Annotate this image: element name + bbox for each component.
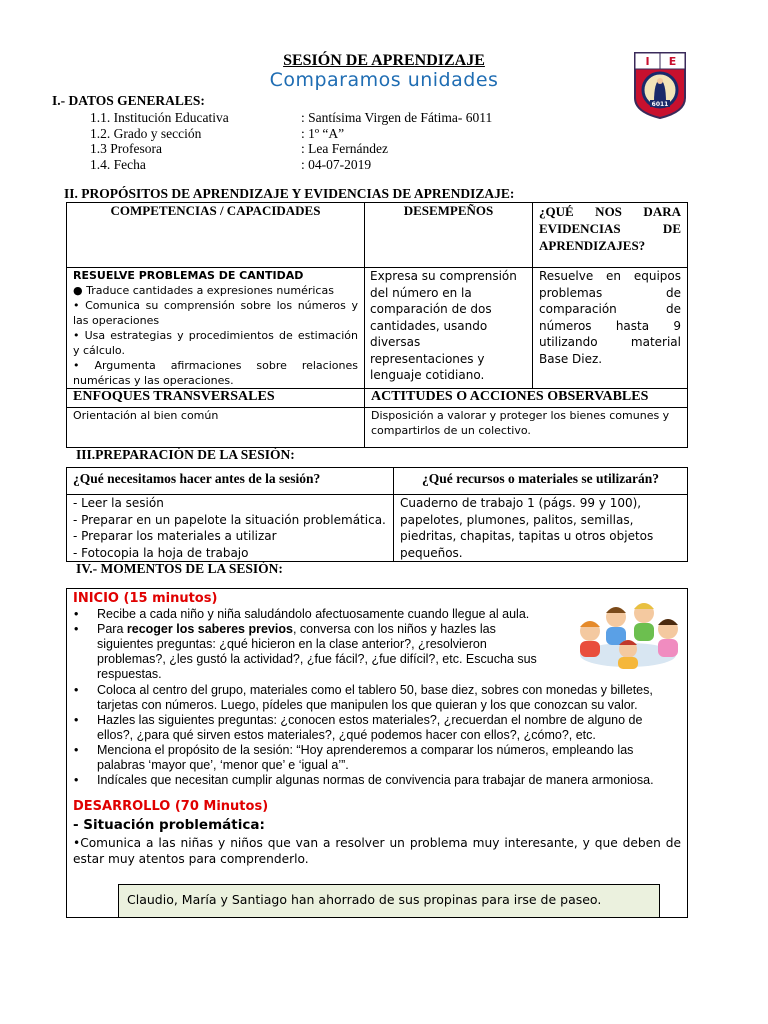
preparacion-table: [66, 467, 688, 562]
evidencia-cell: Resuelve en equipos problemas de comparación de números hasta 9 utilizando material Base Diez.: [533, 268, 688, 389]
situacion-label: - Situación problemática:: [73, 817, 265, 833]
datos-value: : 1º “A”: [301, 126, 345, 141]
actitud-cell: Disposición a valorar y proteger los bienes comunes y compartirlos de un colectivo.: [365, 408, 688, 448]
desempeno-cell: Expresa su comprensión del número en la comparación de dos cantidades, usando diversas representaciones y lenguaje cotidiano.: [365, 268, 533, 389]
logo-number: 6011: [651, 101, 669, 108]
inicio-list-cont: [67, 683, 681, 788]
datos-label: 1.2. Grado y sección: [90, 126, 202, 141]
capacidad-item: • Usa estrategias y procedimientos de estimación y cálculo.: [73, 329, 358, 357]
competencia-title: RESUELVE PROBLEMAS DE CANTIDAD: [73, 269, 304, 282]
antes-item: - Preparar en un papelote la situación problemática.: [73, 512, 386, 527]
momentos-heading: IV.- MOMENTOS DE LA SESIÓN:: [76, 561, 283, 576]
actitudes-label: ACTITUDES O ACCIONES OBSERVABLES: [365, 389, 688, 408]
enfoque-cell: Orientación al bien común: [67, 408, 365, 448]
datos-label: 1.4. Fecha: [90, 157, 146, 172]
capacidad-item: • Argumenta afirmaciones sobre relaciones numéricas y las operaciones.: [73, 359, 358, 387]
situacion-text: •Comunica a las niñas y niños que van a resolver un problema muy interesante, y que deben de estar muy atentos para comprenderlo.: [73, 836, 681, 866]
enfoques-label: ENFOQUES TRANSVERSALES: [67, 389, 365, 408]
children-illustration: [572, 593, 684, 673]
datos-label: 1.1. Institución Educativa: [90, 110, 229, 125]
preparacion-heading: III.PREPARACIÓN DE LA SESIÓN:: [76, 447, 295, 462]
materiales-cell: Cuaderno de trabajo 1 (págs. 99 y 100), papelotes, plumones, palitos, semillas, piedritas, chapitas, tapitas u otros objetos pequeños.: [394, 495, 688, 562]
momentos-box: [66, 588, 688, 918]
col-materiales: ¿Qué recursos o materiales se utilizarán?: [394, 468, 688, 495]
capacidad-item: ● Traduce cantidades a expresiones numéricas: [73, 284, 334, 297]
col-desempenos: DESEMPEÑOS: [365, 203, 533, 268]
datos-label: 1.3 Profesora: [90, 141, 162, 156]
logo-letter-i: I: [645, 55, 650, 68]
capacidad-item: • Comunica su comprensión sobre los números y las operaciones: [73, 299, 358, 327]
datos-value: : Santísima Virgen de Fátima- 6011: [301, 110, 493, 125]
inicio-list: [67, 607, 547, 682]
inicio-item: • Coloca al centro del grupo, materiales como el tablero 50, base diez, sobres con monedas y billetes, tarjetas con números. Luego, pídeles que manipulen los que quieran y los que conozcan su valor.: [67, 683, 681, 713]
competencia-cell: [67, 268, 365, 389]
inicio-item: • Hazles las siguientes preguntas: ¿conocen estos materiales?, ¿recuerdan el nombre de alguno de ellos?, ¿para qué sirven estos materiales?, ¿qué podemos hacer con ellos?, ¿cómo?, etc.: [67, 713, 681, 743]
inicio-item: • Indícales que necesitan cumplir algunas normas de convivencia para trabajar de manera armoniosa.: [67, 773, 681, 788]
antes-item: - Fotocopia la hoja de trabajo: [73, 545, 249, 560]
propositos-heading: II. PROPÓSITOS DE APRENDIZAJE Y EVIDENCIAS DE APRENDIZAJE:: [64, 186, 515, 201]
col-competencias: COMPETENCIAS / CAPACIDADES: [67, 203, 365, 268]
datos-heading: I.- DATOS GENERALES:: [52, 93, 205, 108]
problema-box: Claudio, María y Santiago han ahorrado de sus propinas para irse de paseo.: [118, 884, 660, 918]
datos-value: : Lea Fernández: [301, 141, 388, 156]
inicio-item: • Menciona el propósito de la sesión: “Hoy aprenderemos a comparar los números, empleando las palabras ‘mayor que’, ‘menor que’ e ‘igual a’”.: [67, 743, 681, 773]
school-logo: [632, 50, 688, 120]
desarrollo-title: DESARROLLO (70 Minutos): [73, 799, 269, 814]
logo-letter-e: E: [668, 55, 677, 68]
page-title: SESIÓN DE APRENDIZAJE: [283, 52, 485, 69]
datos-value: : 04-07-2019: [301, 157, 372, 172]
antes-cell: [67, 495, 394, 562]
inicio-title: INICIO (15 minutos): [73, 591, 218, 606]
page-subtitle: Comparamos unidades: [269, 69, 499, 91]
col-antes: ¿Qué necesitamos hacer antes de la sesión?: [67, 468, 394, 495]
inicio-item: • Recibe a cada niño y niña saludándolo afectuosamente cuando llegue al aula.: [67, 607, 547, 622]
inicio-item: • Para recoger los saberes previos, conversa con los niños y hazles las siguientes preguntas: ¿qué hicieron en la clase anterior?, ¿resolvieron problemas?, ¿les gustó la actividad?, ¿fue fácil?, ¿fue difícil?, etc. Escucha sus respuestas.: [67, 622, 547, 682]
col-evidencias: ¿QUÉ NOS DARA EVIDENCIAS DE APRENDIZAJES?: [533, 203, 688, 268]
antes-item: - Leer la sesión: [73, 496, 164, 510]
antes-item: - Preparar los materiales a utilizar: [73, 529, 277, 543]
propositos-table: [66, 202, 688, 448]
